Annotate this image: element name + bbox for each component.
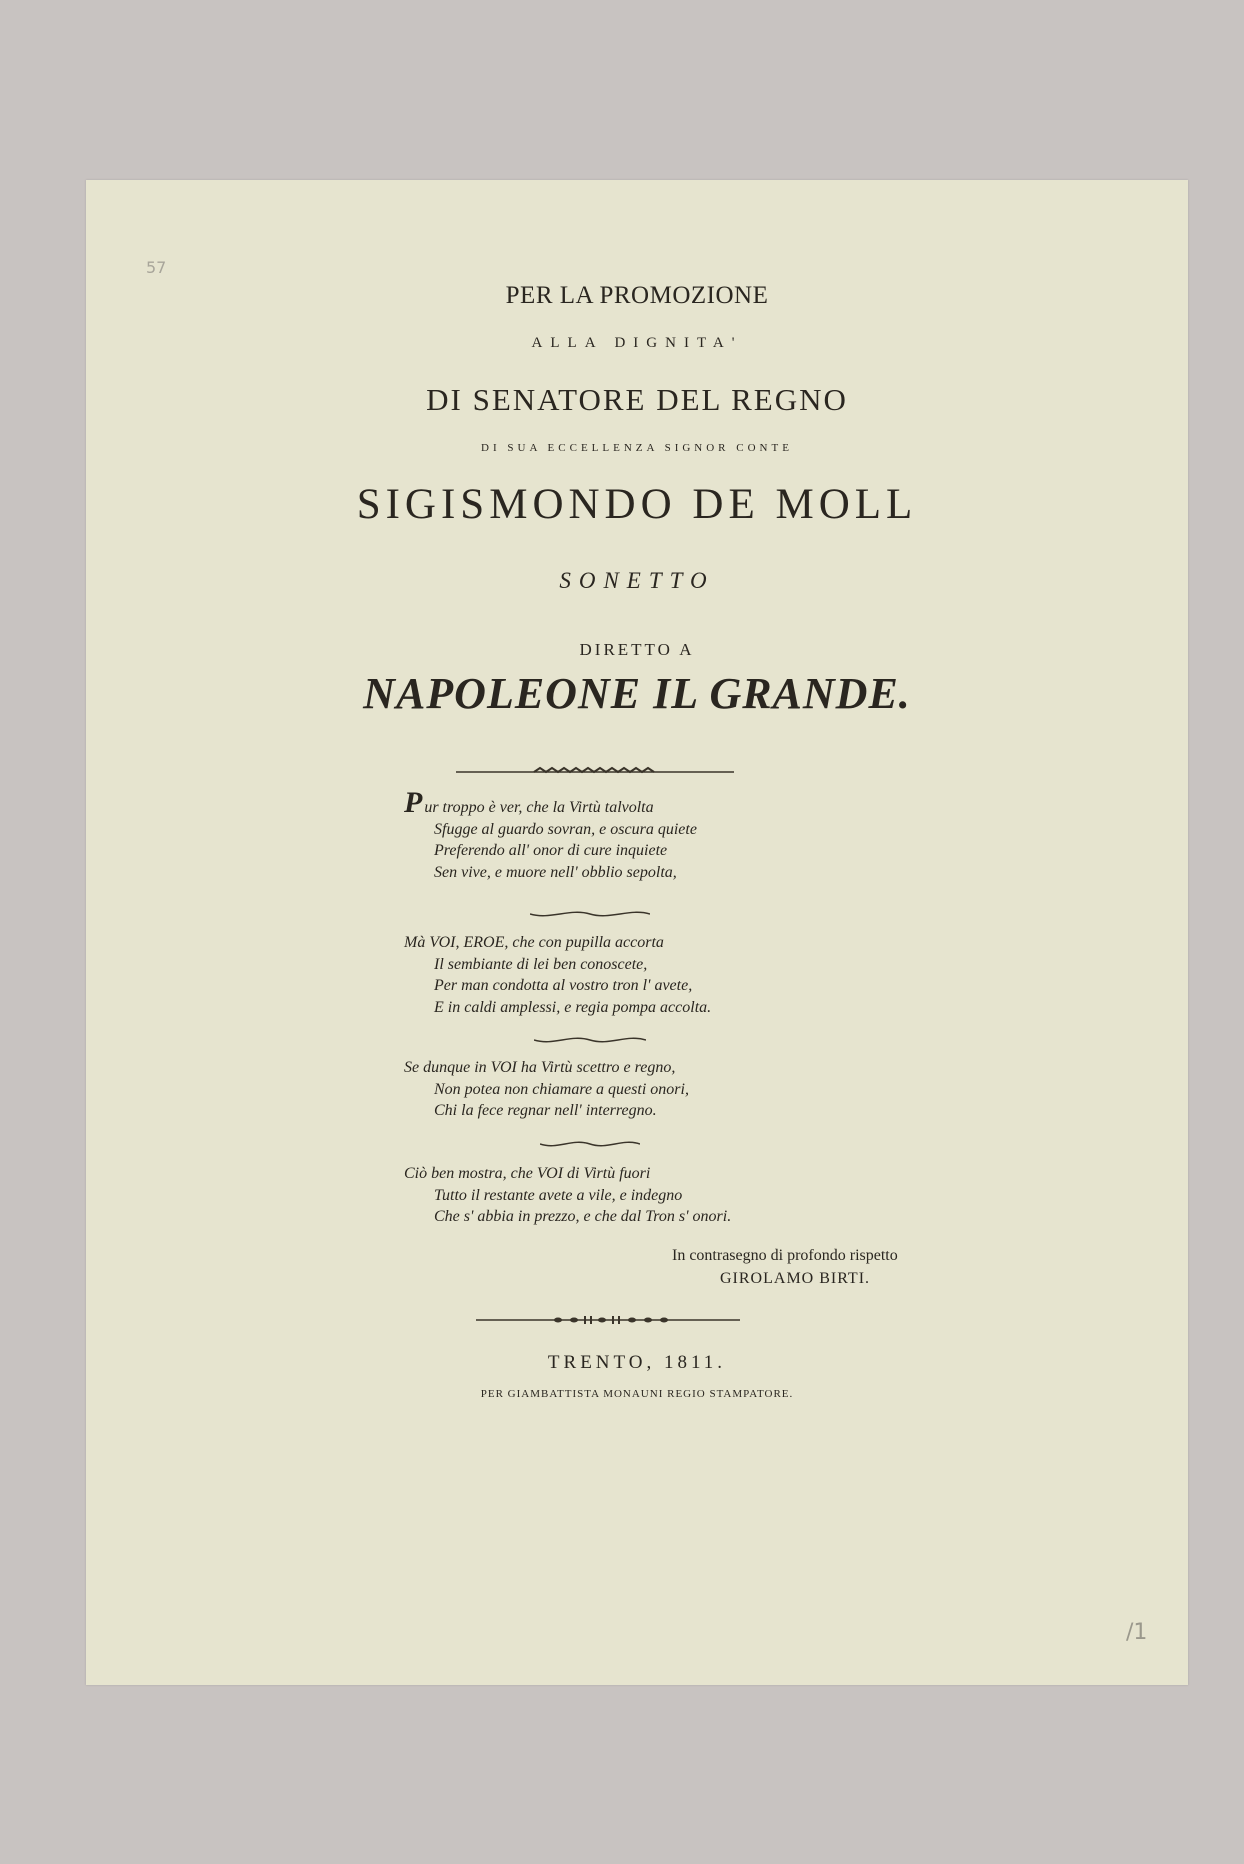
heading-line-2: ALLA DIGNITA' <box>531 335 743 351</box>
directed-to: DIRETTO A <box>579 640 695 659</box>
archive-stamp: /1 <box>1126 1620 1148 1645</box>
verse-line: Sen vive, e muore nell' obblio sepolta, <box>434 863 677 881</box>
verse-line: Non potea non chiamare a questi onori, <box>434 1080 689 1098</box>
stanza-3 <box>404 1057 689 1122</box>
verse-line: Tutto il restante avete a vile, e indegno <box>434 1186 683 1204</box>
imprint-place-year: TRENTO, 1811. <box>547 1352 727 1373</box>
stanza-2 <box>404 932 711 1018</box>
dedication-line: In contrasegno di profondo rispetto <box>672 1247 898 1264</box>
addressee-name: NAPOLEONE IL GRANDE. <box>363 669 911 718</box>
verse-line: Sfugge al guardo sovran, e oscura quiete <box>434 820 697 838</box>
verse-line: Che s' abbia in prezzo, e che dal Tron s' onori. <box>434 1208 732 1225</box>
verse-line: Per man condotta al vostro tron l' avete, <box>434 977 693 994</box>
stanza-4 <box>404 1163 731 1228</box>
heading-line-4: DI SUA ECCELLENZA SIGNOR CONTE <box>481 442 793 454</box>
stanza-1 <box>404 786 697 883</box>
poem-form: SONETTO <box>559 568 715 593</box>
ornament-rule-top <box>456 762 734 782</box>
verse-line: Preferendo all' onor di cure inquiete <box>434 842 668 859</box>
verse-line: E in caldi amplessi, e regia pompa accolta. <box>434 998 712 1016</box>
verse-line: Se dunque in VOI ha Virtù scettro e regno, <box>404 1059 676 1076</box>
verse-line: Mà VOI, EROE, che con pupilla accorta <box>404 934 664 951</box>
stanza-divider <box>530 904 650 924</box>
author-signature: GIROLAMO BIRTI. <box>720 1270 871 1287</box>
heading-line-3: DI SENATORE DEL REGNO <box>426 382 848 417</box>
broadside-sheet <box>86 180 1188 1685</box>
stanza-divider <box>534 1030 646 1050</box>
ornament-rule-bottom <box>476 1310 740 1330</box>
verse-line: Chi la fece regnar nell' interregno. <box>434 1102 657 1119</box>
drop-cap: P <box>404 786 423 819</box>
pencil-number: 57 <box>146 258 167 277</box>
stanza-divider <box>540 1134 640 1154</box>
imprint-printer: PER GIAMBATTISTA MONAUNI REGIO STAMPATORE. <box>480 1388 794 1400</box>
verse-line: Pur troppo è ver, che la Virtù talvolta <box>404 786 654 819</box>
verse-line: Il sembiante di lei ben conoscete, <box>434 955 648 973</box>
honoree-name: SIGISMONDO DE MOLL <box>356 481 918 528</box>
verse-line: Ciò ben mostra, che VOI di Virtù fuori <box>404 1165 651 1182</box>
heading-line-1: PER LA PROMOZIONE <box>505 282 769 309</box>
